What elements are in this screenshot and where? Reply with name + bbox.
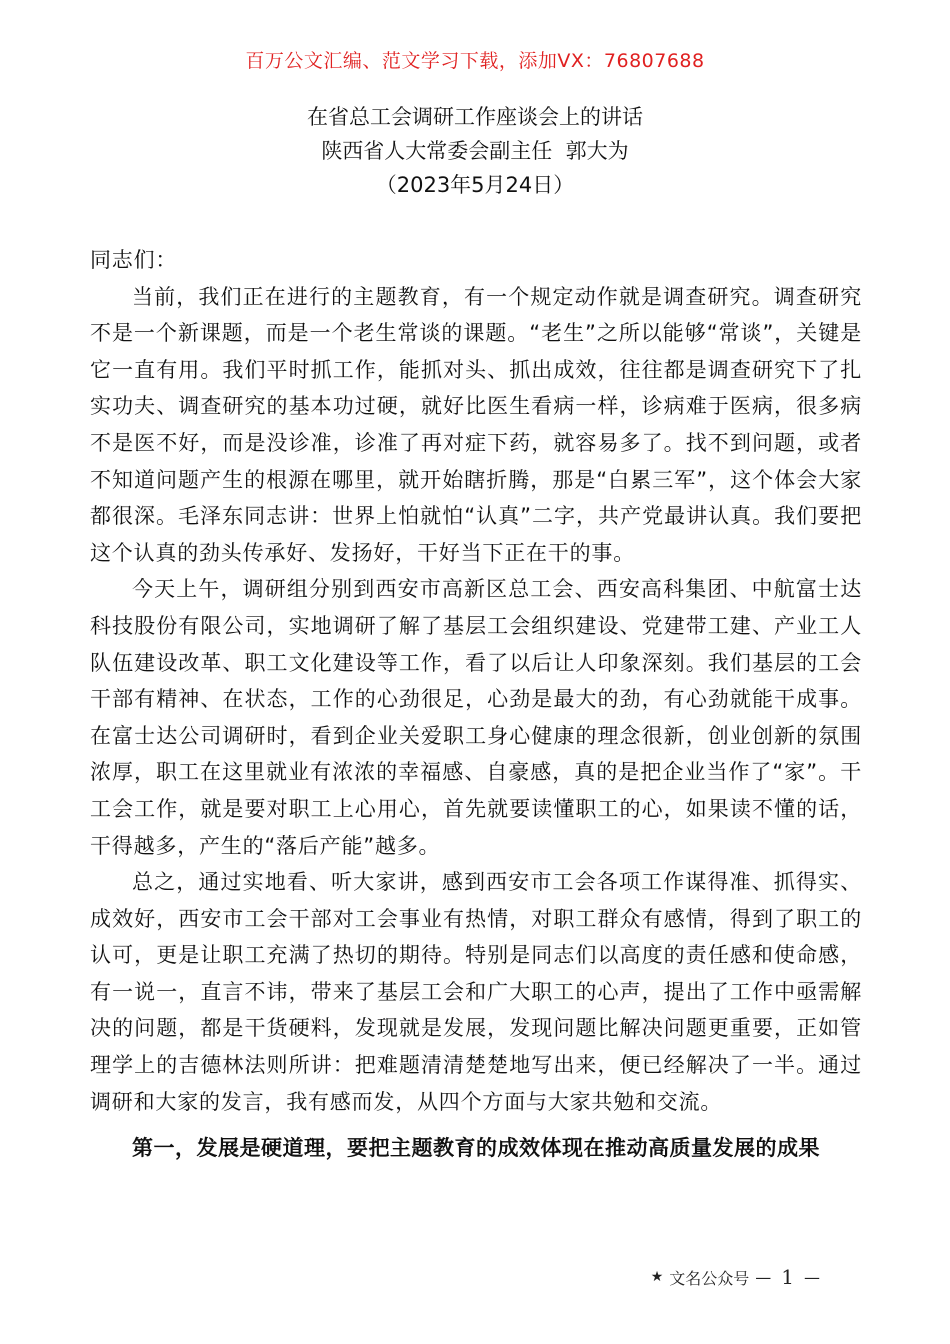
footer-label: 文名公众号	[669, 1268, 750, 1288]
page-number: 1	[781, 1265, 794, 1289]
speech-date: （2023年5月24日）	[375, 173, 575, 197]
watermark-banner: 百万公文汇编、范文学习下载，添加VX：76807688	[245, 50, 705, 72]
document-header	[0, 100, 950, 202]
body-paragraph-2: 今天上午，调研组分别到西安市高新区总工会、西安高科集团、中航富士达科技股份有限公司，实地调研了解了基层工会组织建设、党建带工建、产业工人队伍建设改革、职工文化建设等工作，看了以后让人印象深刻。我们基层的工会干部有精神、在状态，工作的心劲很足，心劲是最大的劲，有心劲就能干成事。在富士达公司调研时，看到企业关爱职工身心健康的理念很新，创业创新的氛围浓厚，职工在这里就业有浓浓的幸福感、自豪感，真的是把企业当作了“家”。干工会工作，就是要对职工上心用心，首先就要读懂职工的心，如果读不懂的话，干得越多，产生的“落后产能”越多。	[90, 577, 862, 858]
salutation: 同志们：	[90, 248, 178, 272]
body-paragraph-3: 总之，通过实地看、听大家讲，感到西安市工会各项工作谋得准、抓得实、成效好，西安市工会干部对工会事业有热情，对职工群众有感情，得到了职工的认可，更是让职工充满了热切的期待。特别是同志们以高度的责任感和使命感，有一说一，直言不讳，带来了基层工会和广大职工的心声，提出了工作中亟需解决的问题，都是干货硬料，发现就是发展，发现问题比解决问题更重要，正如管理学上的吉德林法则所讲：把难题清清楚楚地写出来，便已经解决了一半。通过调研和大家的发言，我有感而发，从四个方面与大家共勉和交流。	[90, 870, 862, 1114]
page-footer	[651, 1265, 820, 1289]
document-body	[90, 242, 862, 1167]
footer-dash-left: —	[755, 1267, 772, 1287]
body-paragraph-1: 当前，我们正在进行的主题教育，有一个规定动作就是调查研究。调查研究不是一个新课题，而是一个老生常谈的课题。“老生”之所以能够“常谈”，关键是它一直有用。我们平时抓工作，能抓对头、抓出成效，往往都是调查研究下了扎实功夫、调查研究的基本功过硬，就好比医生看病一样，诊病难于医病，很多病不是医不好，而是没诊准，诊准了再对症下药，就容易多了。找不到问题，或者不知道问题产生的根源在哪里，就开始瞎折腾，那是“白累三军”，这个体会大家都很深。毛泽东同志讲：世界上怕就怕“认真”二字，共产党最讲认真。我们要把这个认真的劲头传承好、发扬好，干好当下正在干的事。	[90, 284, 862, 565]
speaker-line: 陕西省人大常委会副主任 郭大为	[321, 139, 629, 163]
document-title: 在省总工会调研工作座谈会上的讲话	[307, 105, 643, 129]
section-heading-1: 第一，发展是硬道理，要把主题教育的成效体现在推动高质量发展的成果	[132, 1136, 820, 1161]
star-icon: ★	[650, 1269, 664, 1285]
footer-dash-right: —	[804, 1267, 820, 1287]
